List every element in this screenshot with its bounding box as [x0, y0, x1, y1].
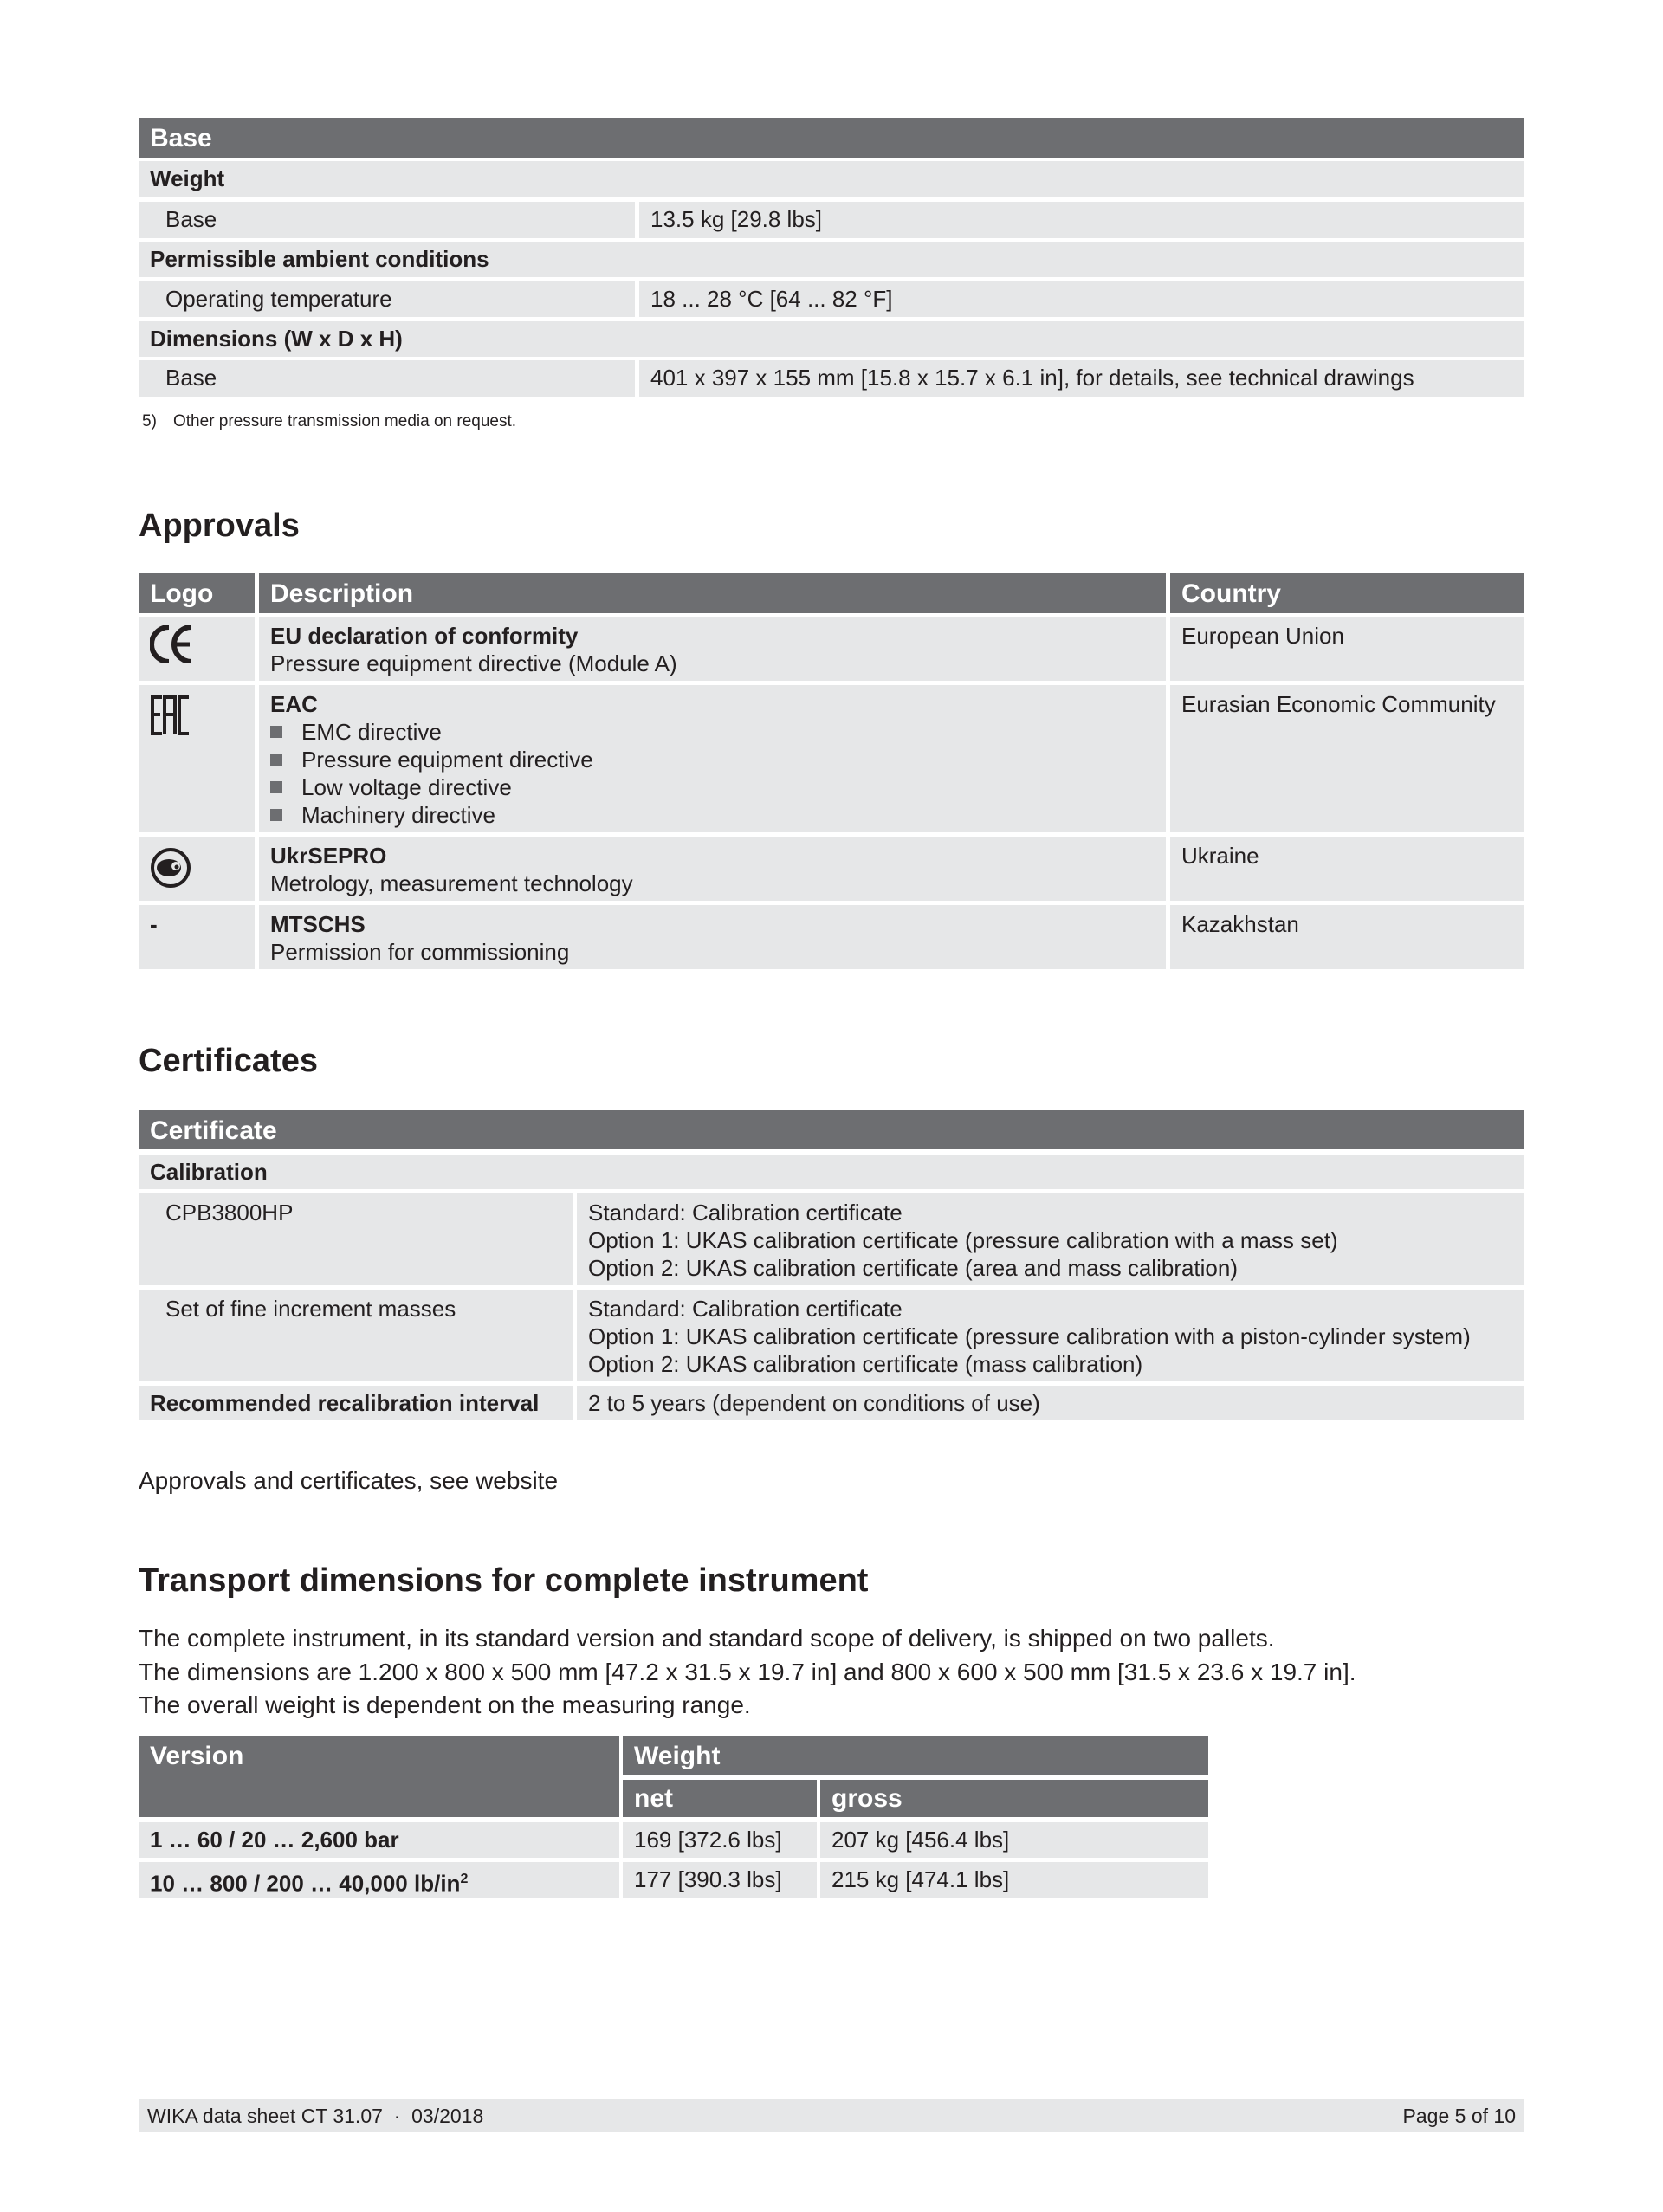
gross-cell: 215 kg [474.1 lbs] — [820, 1862, 1208, 1898]
row-label: Base — [139, 360, 635, 397]
table-row — [139, 161, 1524, 197]
logo-cell — [139, 617, 255, 681]
base-header-label: Base — [139, 118, 1524, 158]
footnote — [142, 412, 516, 431]
row-value: 18 ... 28 °C [64 ... 82 °F] — [639, 281, 1524, 317]
transport-heading: Transport dimensions for complete instrument — [139, 1562, 869, 1599]
net-cell: 169 [372.6 lbs] — [623, 1822, 817, 1858]
country-cell: Ukraine — [1170, 837, 1524, 901]
ukrsepro-mark-icon — [150, 847, 191, 895]
logo-cell — [139, 837, 255, 901]
approval-line: Pressure equipment directive (Module A) — [270, 650, 677, 676]
table-row — [139, 281, 1524, 317]
section-label: Weight — [139, 161, 1524, 197]
footnote-text: Other pressure transmission media on request. — [173, 412, 517, 430]
table-row — [139, 1822, 1208, 1858]
row-value: 13.5 kg [29.8 lbs] — [639, 202, 1524, 238]
col-net: net — [623, 1780, 817, 1817]
row-label: Base — [139, 202, 635, 238]
table-row — [139, 837, 1524, 901]
col-description: Description — [259, 573, 1166, 613]
approval-title: EAC — [270, 691, 318, 717]
country-cell: Kazakhstan — [1170, 905, 1524, 969]
row-label: CPB3800HP — [139, 1193, 573, 1285]
bullet-item: Machinery directive — [270, 801, 1155, 829]
eac-mark-icon — [150, 695, 191, 741]
row-value: 401 x 397 x 155 mm [15.8 x 15.7 x 6.1 in], for details, see technical drawings — [639, 360, 1524, 397]
certificates-table-header — [139, 1110, 1524, 1149]
logo-cell: - — [139, 905, 255, 969]
table-row — [139, 1862, 1208, 1898]
row-value: Standard: Calibration certificate Option 1: UKAS calibration certificate (pressure calibration with a piston-cylinder system) Option 2: UKAS calibration certificate (mass calibration) — [577, 1290, 1524, 1381]
logo-cell — [139, 685, 255, 832]
description-cell — [259, 905, 1166, 969]
row-label: Set of fine increment masses — [139, 1290, 573, 1381]
approval-line: Metrology, measurement technology — [270, 870, 633, 896]
description-cell — [259, 685, 1166, 832]
footer-doc-id: WIKA data sheet CT 31.07 · 03/2018 — [147, 2104, 484, 2127]
row-label: Recommended recalibration interval — [139, 1386, 573, 1420]
row-value: Standard: Calibration certificate Option 1: UKAS calibration certificate (pressure calibration with a mass set) Option 2: UKAS calibration certificate (area and mass calibration) — [577, 1193, 1524, 1285]
col-logo: Logo — [139, 573, 255, 613]
gross-cell: 207 kg [456.4 lbs] — [820, 1822, 1208, 1858]
base-table — [139, 118, 1524, 391]
certificate-header-label: Certificate — [139, 1110, 1524, 1149]
bullet-item: Pressure equipment directive — [270, 746, 1155, 773]
approval-title: EU declaration of conformity — [270, 623, 579, 649]
certificates-heading: Certificates — [139, 1043, 318, 1079]
description-cell — [259, 617, 1166, 681]
row-label: Operating temperature — [139, 281, 635, 317]
net-cell: 177 [390.3 lbs] — [623, 1862, 817, 1898]
square-bullet-icon — [270, 754, 282, 766]
table-row — [139, 1155, 1524, 1189]
approvals-heading: Approvals — [139, 508, 300, 544]
version-cell: 10 … 800 / 200 … 40,000 $lb/in^2$ — [139, 1862, 619, 1898]
row-value: 2 to 5 years (dependent on conditions of use) — [577, 1386, 1524, 1420]
footnote-marker: 5) — [142, 412, 157, 430]
transport-table — [139, 1736, 1208, 1900]
footer-page-number: Page 5 of 10 — [1402, 2104, 1516, 2127]
table-row — [139, 905, 1524, 969]
version-cell: 1 … 60 / 20 … 2,600 bar — [139, 1822, 619, 1858]
square-bullet-icon — [270, 781, 282, 793]
approval-title: UkrSEPRO — [270, 843, 387, 869]
approval-title: MTSCHS — [270, 911, 366, 937]
table-row — [139, 202, 1524, 238]
country-cell: Eurasian Economic Community — [1170, 685, 1524, 832]
section-label: Dimensions (W x D x H) — [139, 321, 1524, 357]
page-footer — [139, 2099, 1524, 2132]
base-table-header — [139, 118, 1524, 158]
approvals-note: Approvals and certificates, see website — [139, 1467, 559, 1494]
approvals-table-header — [139, 573, 1524, 613]
square-bullet-icon — [270, 809, 282, 821]
country-cell: European Union — [1170, 617, 1524, 681]
approval-line: Permission for commissioning — [270, 939, 570, 965]
ce-mark-icon — [150, 625, 195, 669]
col-weight: Weight — [623, 1736, 1208, 1775]
table-row — [139, 242, 1524, 277]
section-label: Permissible ambient conditions — [139, 242, 1524, 277]
table-row — [139, 1386, 1524, 1420]
table-row — [139, 617, 1524, 681]
col-gross: gross — [820, 1780, 1208, 1817]
bullet-item: EMC directive — [270, 718, 1155, 746]
approvals-table — [139, 573, 1524, 972]
col-version: Version — [139, 1736, 619, 1817]
transport-paragraph: The complete instrument, in its standard version and standard scope of delivery, is shipped on two pallets. The dimensions are 1.200 x 800 x 500 mm [47.2 x 31.5 x 19.7 in] and 800 x 600 x 500 mm [31.5 x 23.6 x 19.7 in]. The overall weight is dependent on the measuring range. — [139, 1625, 1356, 1718]
square-bullet-icon — [270, 726, 282, 738]
table-row — [139, 360, 1524, 397]
table-row — [139, 685, 1524, 832]
certificates-table — [139, 1110, 1524, 1422]
table-row — [139, 321, 1524, 357]
col-country: Country — [1170, 573, 1524, 613]
table-row — [139, 1290, 1524, 1381]
description-cell — [259, 837, 1166, 901]
section-label: Calibration — [139, 1155, 1524, 1189]
table-row — [139, 1193, 1524, 1285]
bullet-item: Low voltage directive — [270, 773, 1155, 801]
